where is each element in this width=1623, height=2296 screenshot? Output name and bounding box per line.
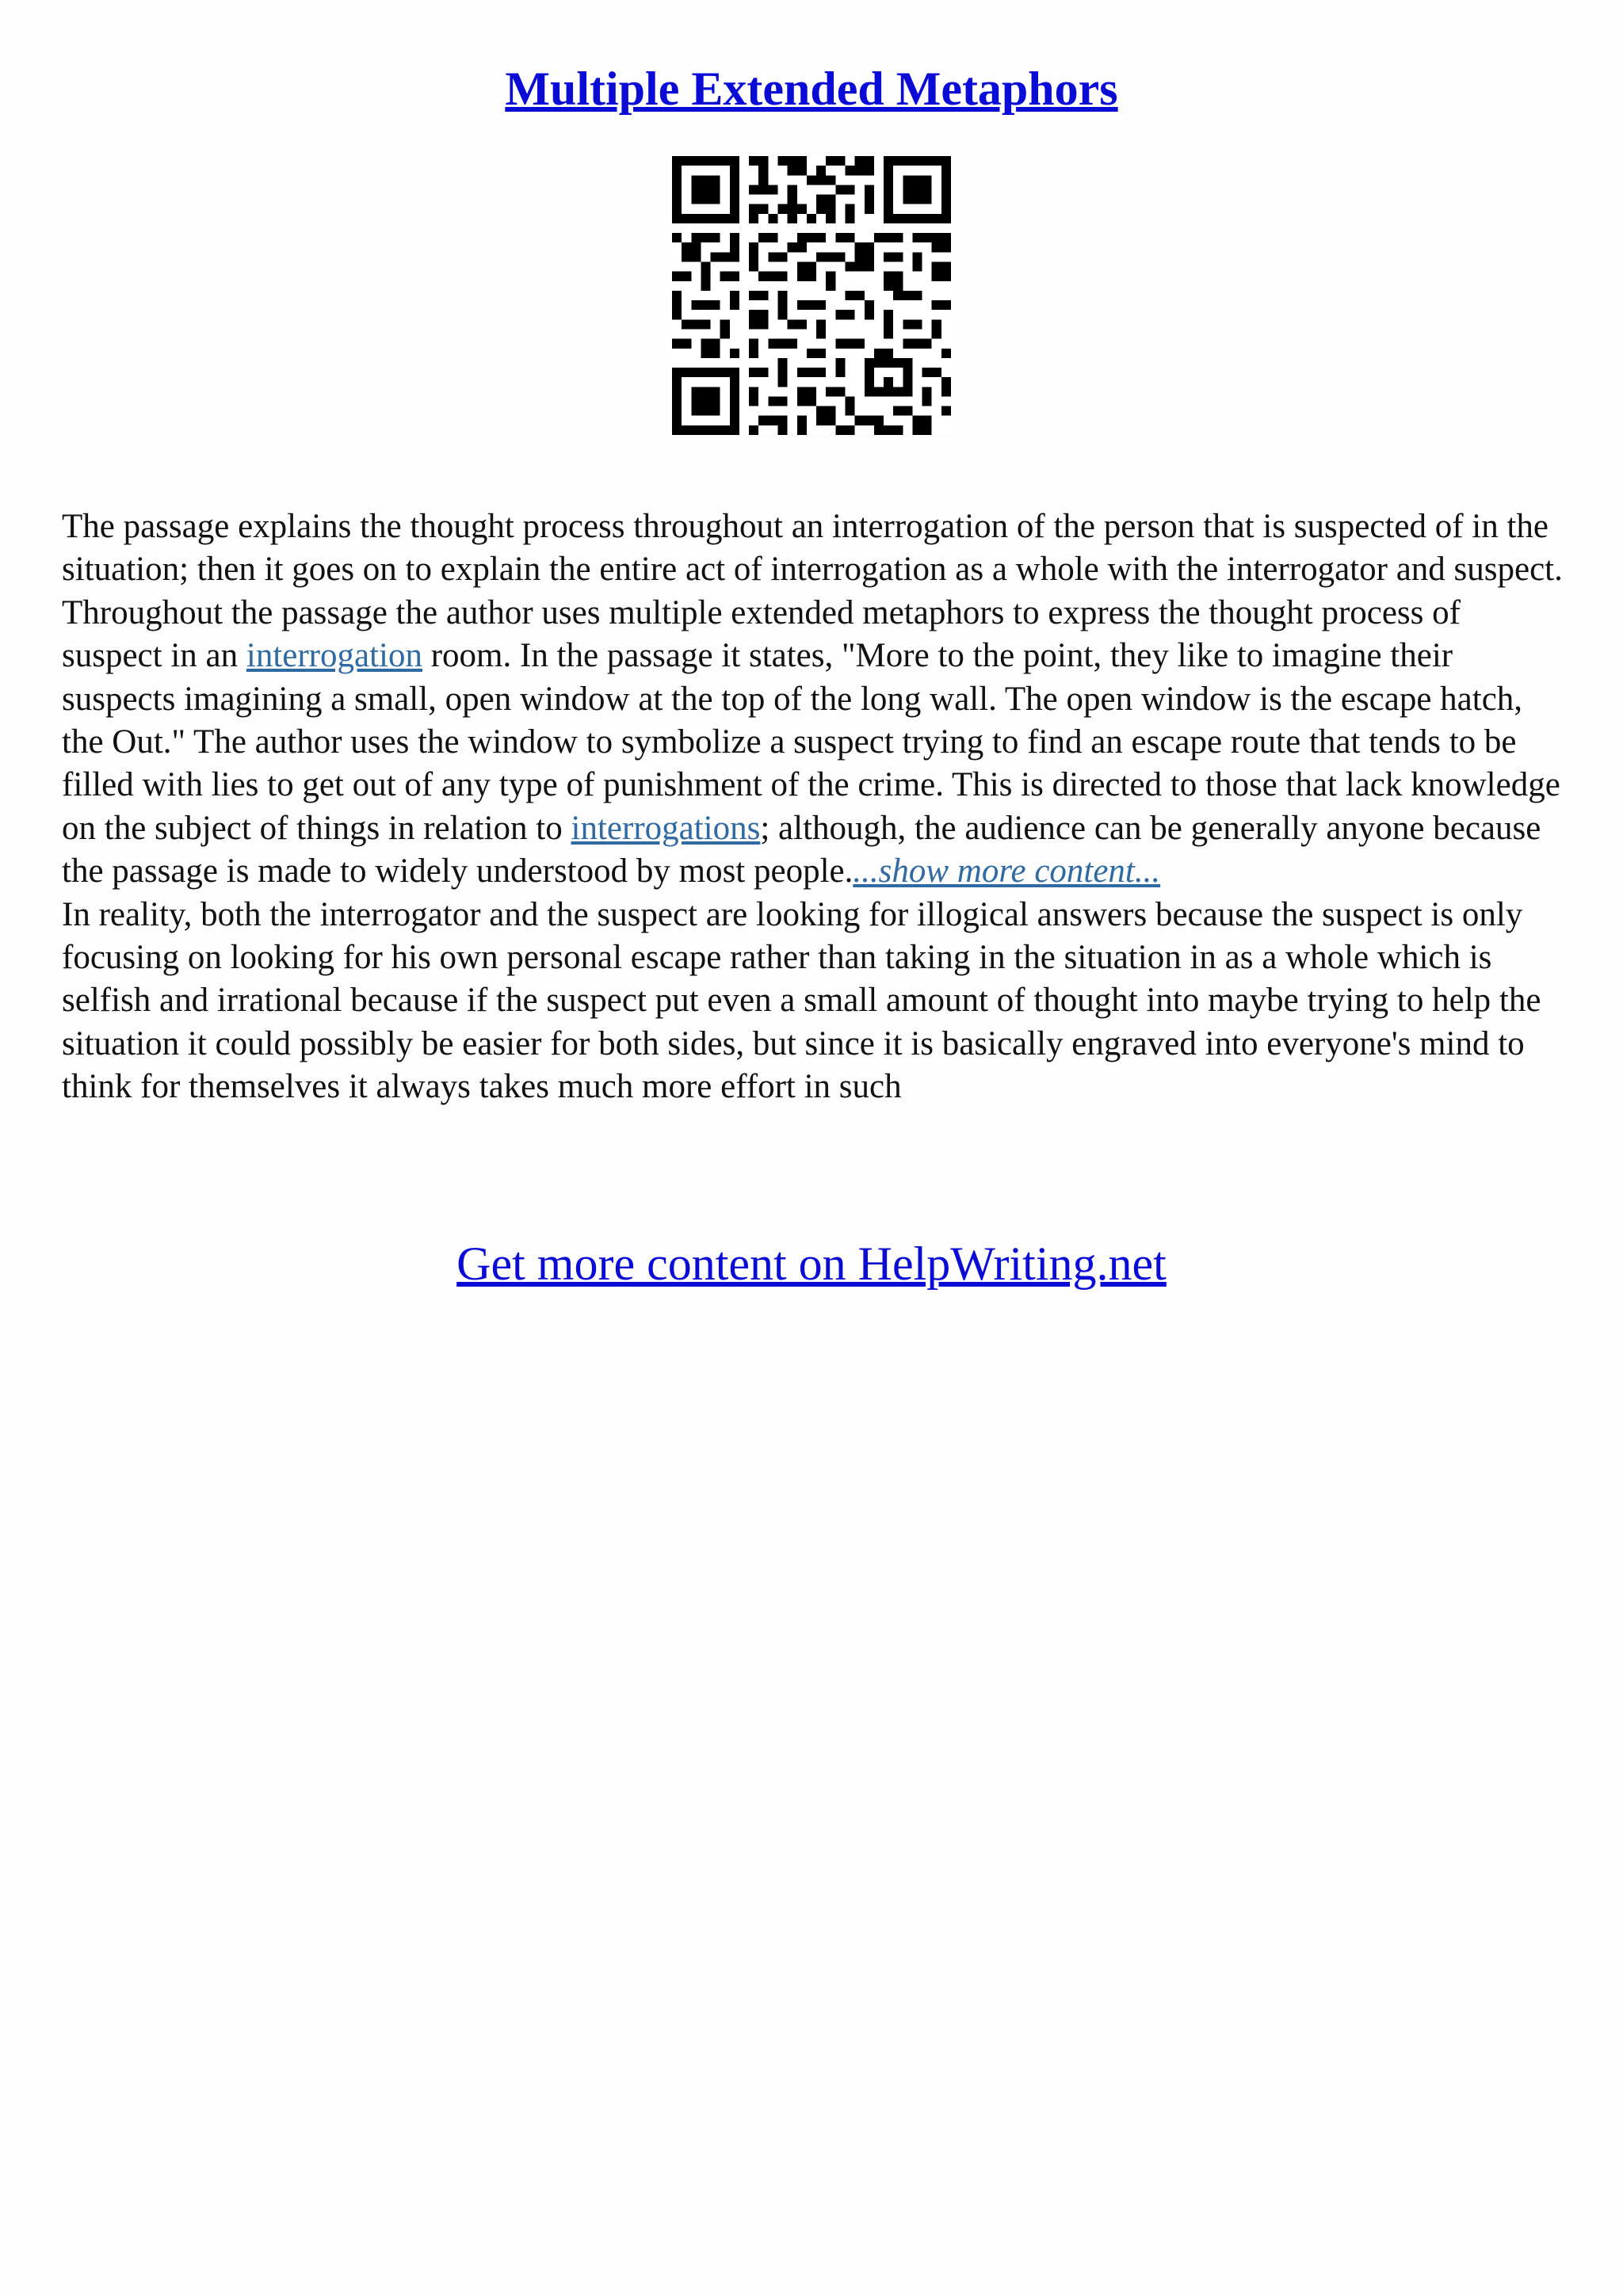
page-title (0, 57, 1623, 120)
document-body (62, 505, 1568, 1109)
footer (0, 1232, 1623, 1295)
qr-code-icon (672, 156, 951, 435)
paragraph-1 (62, 505, 1568, 894)
title-link[interactable]: Multiple Extended Metaphors (505, 63, 1118, 115)
paragraph-1-text: room. In the passage it states, "More to the point, they like to imagine their suspects imagining a small, open window at the top of the long wall. The open window is the escape hatch, the Out." The author uses the window to symbolize a suspect trying to find an escape route that tends to be filled with lies to get out of any type of punishment of the crime. This is directed to those that lack knowledge on the subject of things in relation to (62, 637, 1560, 847)
show-more-link[interactable]: ...show more content... (853, 852, 1161, 891)
paragraph-1-text: ; although, the audience can be generally anyone because the passage is made to widely understood by most people. (62, 809, 1541, 891)
paragraph-2: In reality, both the interrogator and the suspect are looking for illogical answers because the suspect is only focusing on looking for his own personal escape rather than taking in the situation in as a whole which is selfish and irrational because if the suspect put even a small amount of thought into maybe trying to help the situation it could possibly be easier for both sides, but since it is basically engraved into everyone's mind to think for themselves it always takes much more effort in such (62, 895, 1541, 1106)
paragraph-1-text: The passage explains the thought process throughout an interrogation of the person that is suspected of in the situation; then it goes on to explain the entire act of interrogation as a whole with the interrogator and suspect. Throughout the passage the author uses multiple extended metaphors to express the thought process of suspect in an (62, 508, 1563, 675)
qr-code (672, 156, 951, 435)
get-more-content-link[interactable]: Get more content on HelpWriting.net (456, 1238, 1167, 1290)
keyword-link-interrogation[interactable]: interrogation (246, 637, 422, 675)
keyword-link-interrogations[interactable]: interrogations (571, 809, 761, 847)
